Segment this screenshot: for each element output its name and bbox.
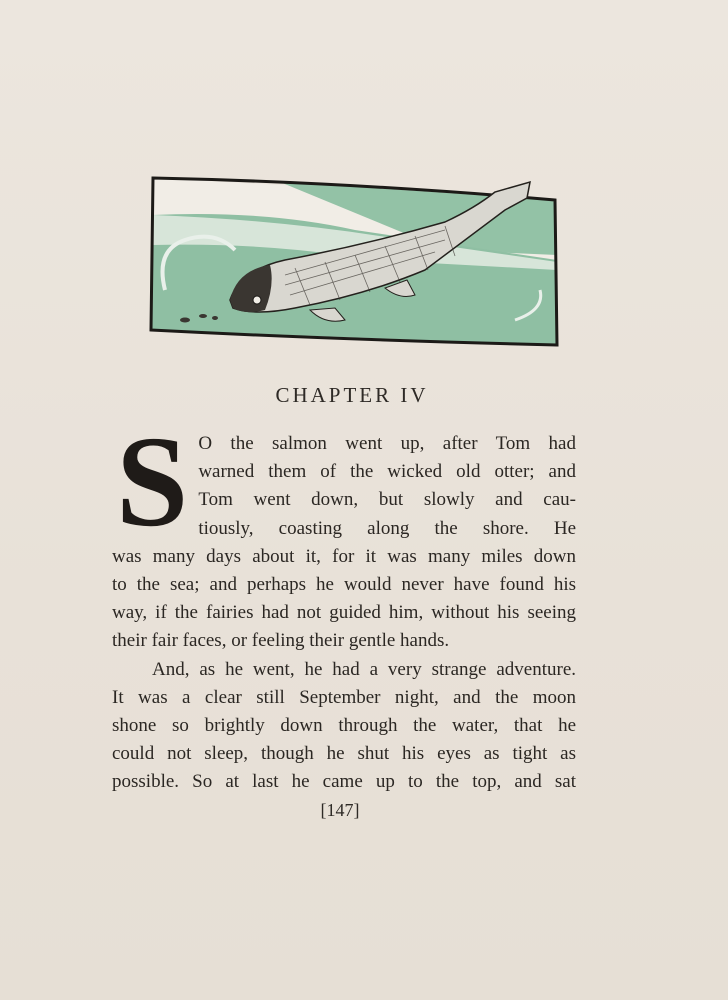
text-line: And, as he went, he had a very strange adventure.	[152, 658, 576, 680]
page-number: [147]	[320, 800, 360, 820]
text-line: warned them of the wicked old otter; and	[198, 461, 576, 483]
text-line: way, if the fairies had not guided him, without his seeing	[112, 602, 576, 624]
drop-cap: S	[116, 410, 189, 554]
text-line: their fair faces, or feeling their gentle hands.	[112, 630, 450, 652]
text-line: could not sleep, though he shut his eyes as tight as	[112, 743, 576, 765]
text-line: possible. So at last he came up to the top, and sat	[112, 771, 576, 793]
body-text	[112, 410, 576, 796]
text-line: Tom went down, but slowly and cau-	[198, 489, 576, 511]
text-line: shone so brightly down through the water, that he	[112, 714, 576, 736]
chapter-title: CHAPTER IV	[275, 383, 429, 407]
text-line: tiously, coasting along the shore. He	[198, 517, 576, 539]
text-line: was many days about it, for it was many miles down	[112, 545, 576, 567]
text-line: O the salmon went up, after Tom had	[198, 433, 576, 454]
text-line: to the sea; and perhaps he would never have found his	[112, 573, 576, 595]
salmon-illustration	[145, 170, 565, 350]
text-line: It was a clear still September night, and the moon	[112, 686, 576, 708]
